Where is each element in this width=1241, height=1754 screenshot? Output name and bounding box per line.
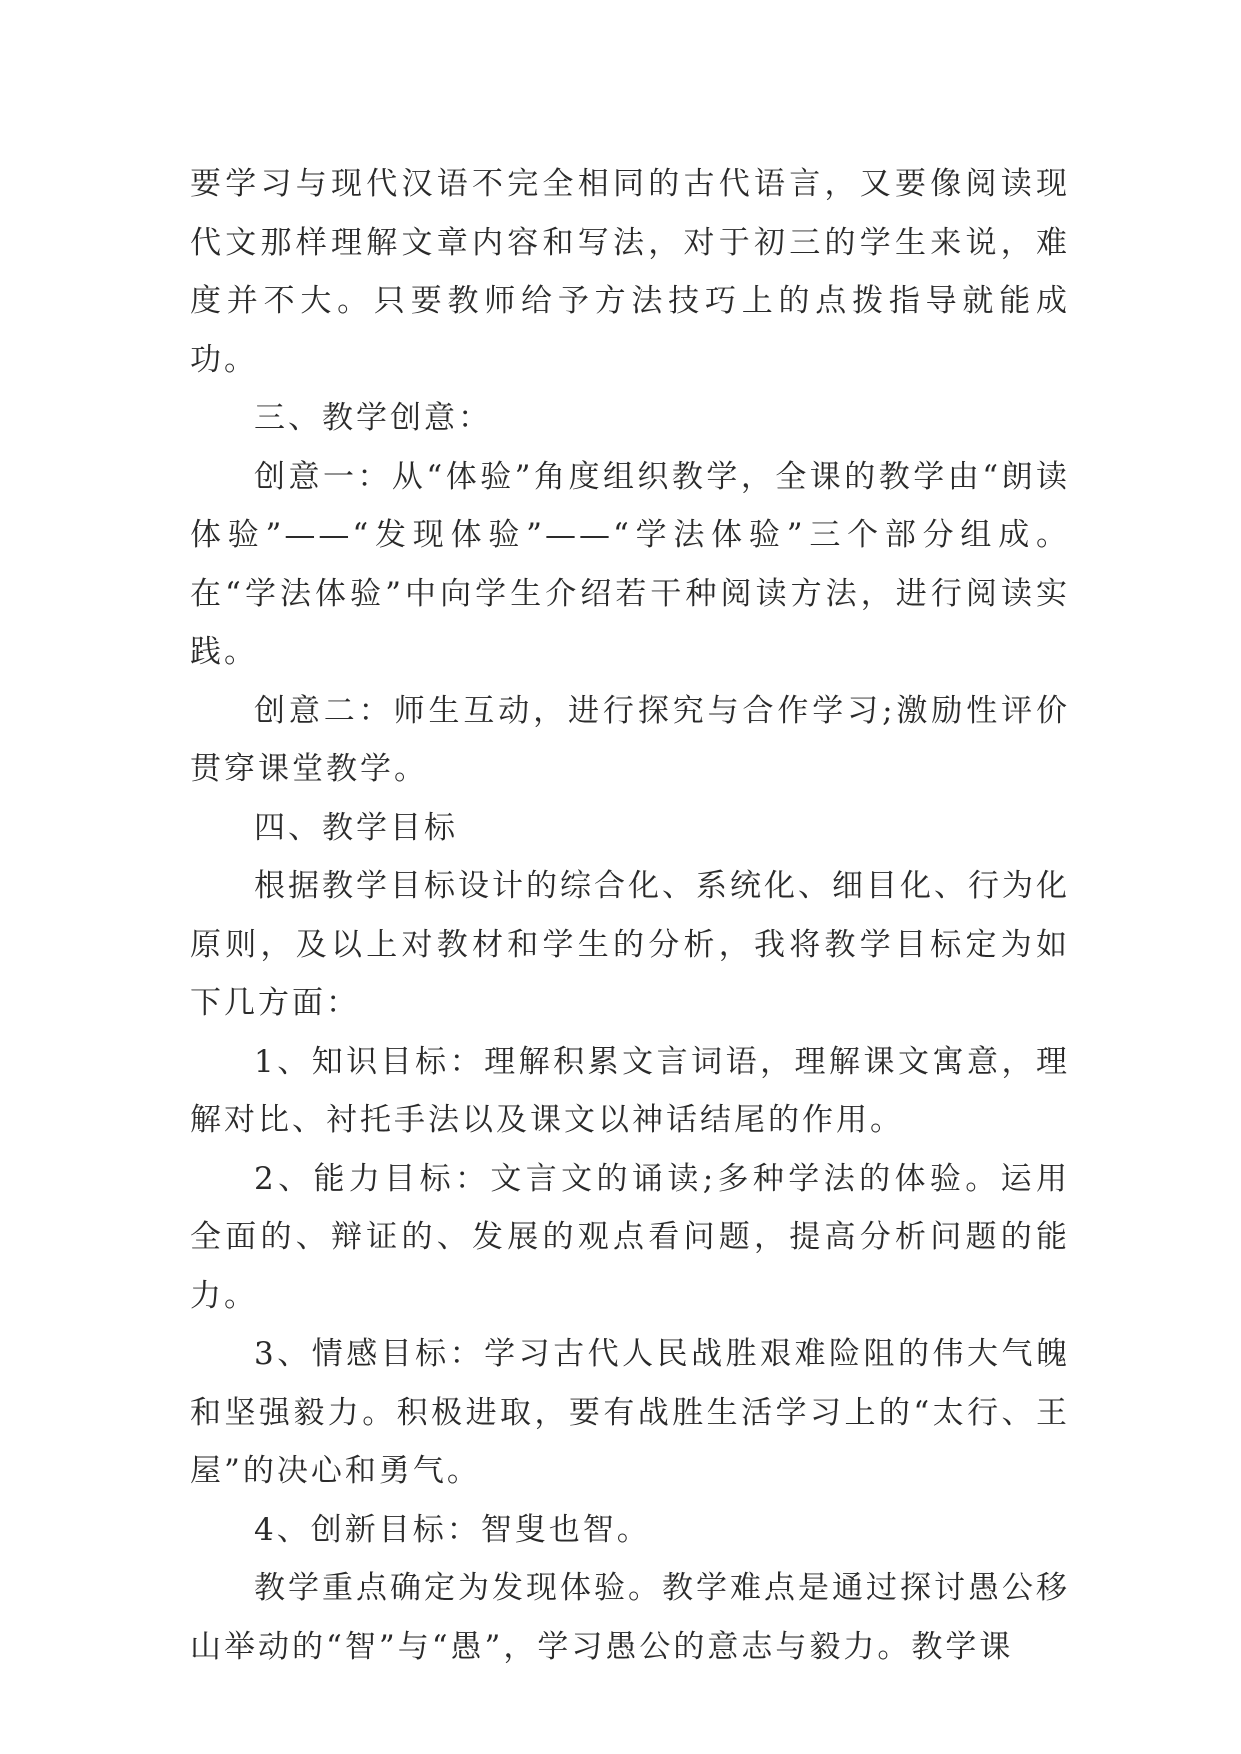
paragraph-knowledge-goal: 1、知识目标：理解积累文言词语，理解课文寓意，理解对比、衬托手法以及课文以神话结尾的作用。 — [190, 1043, 1070, 1138]
document-body — [190, 155, 1070, 1676]
paragraph-idea-one: 创意一：从“体验”角度组织教学，全课的教学由“朗读体验”——“发现体验”——“学法体验”三个部分组成。在“学法体验”中向学生介绍若干种阅读方法，进行阅读实践。 — [190, 458, 1070, 670]
paragraph-emotion-goal: 3、情感目标：学习古代人民战胜艰难险阻的伟大气魄和坚强毅力。积极进取，要有战胜生活学习上的“太行、王屋”的决心和勇气。 — [190, 1336, 1070, 1489]
paragraph-goals-intro: 根据教学目标设计的综合化、系统化、细目化、行为化原则，及以上对教材和学生的分析，我将教学目标定为如下几方面： — [190, 868, 1070, 1021]
paragraph-1: 要学习与现代汉语不完全相同的古代语言，又要像阅读现代文那样理解文章内容和写法，对于初三的学生来说，难度并不大。只要教师给予方法技巧上的点拨指导就能成功。 — [190, 166, 1070, 378]
paragraph-innovation-goal: 4、创新目标：智叟也智。 — [254, 1511, 651, 1548]
paragraph-idea-two: 创意二：师生互动，进行探究与合作学习;激励性评价贯穿课堂教学。 — [190, 692, 1070, 787]
paragraph-ability-goal: 2、能力目标：文言文的诵读;多种学法的体验。运用全面的、辩证的、发展的观点看问题，提高分析问题的能力。 — [190, 1160, 1070, 1314]
paragraph-key-points: 教学重点确定为发现体验。教学难点是通过探讨愚公移山举动的“智”与“愚”，学习愚公的意志与毅力。教学课 — [190, 1570, 1070, 1665]
heading-teaching-goals: 四、教学目标 — [254, 809, 458, 846]
heading-teaching-ideas: 三、教学创意： — [254, 400, 492, 436]
